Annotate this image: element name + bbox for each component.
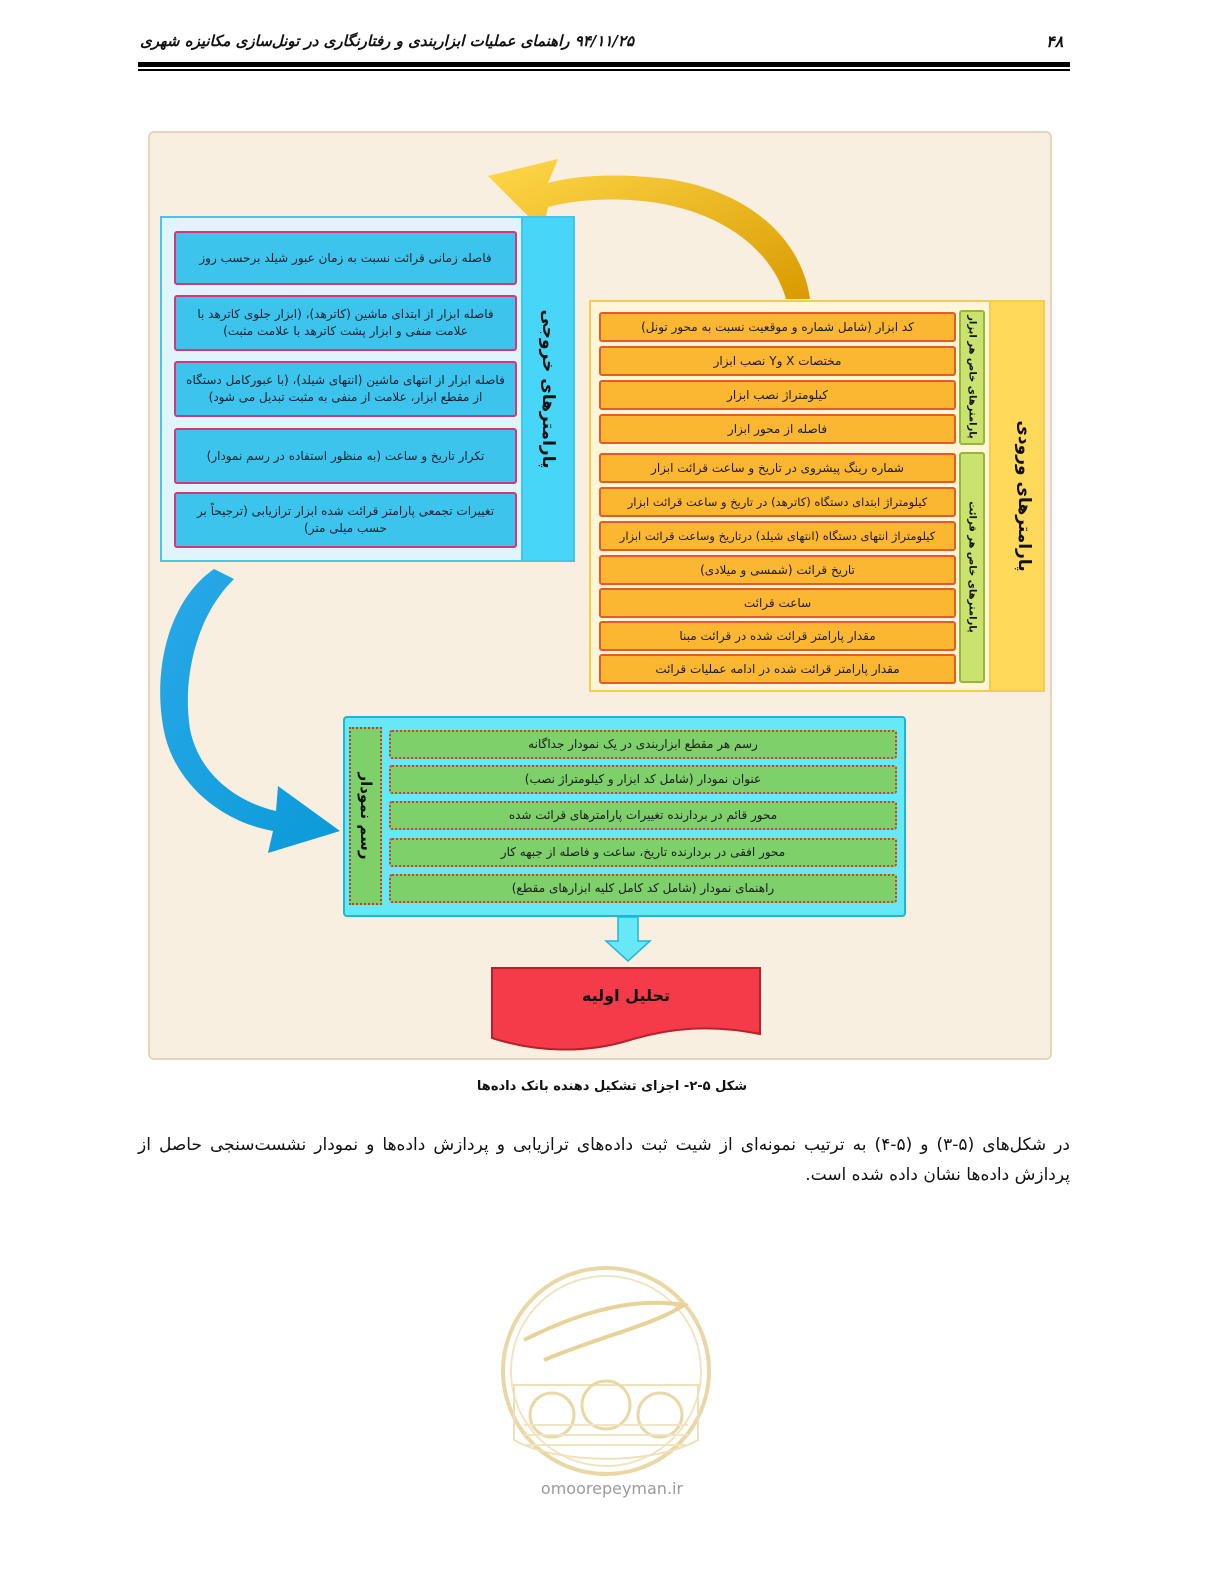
chart-group-title: رسم نمودار	[357, 772, 375, 860]
output-item: تغییرات تجمعی پارامتر قرائت شده ابزار ترازیابی (ترجیحاً بر حسب میلی متر)	[174, 492, 517, 548]
final-box	[490, 966, 762, 1056]
page-number: ۴۸	[1046, 32, 1064, 51]
input-item: فاصله از محور ابزار	[599, 414, 956, 444]
input-item: ساعت قرائت	[599, 588, 956, 618]
input-item: مقدار پارامتر قرائت شده در ادامه عملیات قرائت	[599, 654, 956, 684]
output-item: فاصله ابزار از ابتدای ماشین (کاترهد)، (ابزار جلوی کاترهد با علامت منفی و ابزار پشت کاترهد با علامت مثبت)	[174, 295, 517, 351]
figure-caption: شکل ۵-۲- اجزای تشکیل دهنده بانک داده‌ها	[476, 1079, 748, 1094]
output-item: فاصله ابزار از انتهای ماشین (انتهای شیلد)، (با عبورکامل دستگاه از مقطع ابزار، علامت از منفی به مثبت تبدیل می شود)	[174, 361, 517, 417]
chart-item: رسم هر مقطع ابزاربندی در یک نمودار جداگانه	[389, 730, 897, 759]
chart-item: محور قائم در بردارنده تغییرات پارامترهای قرائت شده	[389, 801, 897, 830]
input-item: شماره رینگ پیشروی در تاریخ و ساعت قرائت ابزار	[599, 453, 956, 483]
running-title: ۹۴/۱۱/۲۵ راهنمای عملیات ابزاربندی و رفتارنگاری در تونل‌سازی مکانیزه شهری	[140, 32, 635, 50]
input-item: کیلومتراژ ابتدای دستگاه (کاترهد) در تاریخ و ساعت قرائت ابزار	[599, 487, 956, 517]
instrument-params-title: پارامترهای خاص هر ابزار	[966, 315, 978, 439]
chart-item: عنوان نمودار (شامل کد ابزار و کیلومتراژ نصب)	[389, 765, 897, 794]
down-arrow	[606, 917, 650, 961]
input-item: کیلومتراژ انتهای دستگاه (انتهای شیلد) درتاریخ وساعت قرائت ابزار	[599, 521, 956, 551]
watermark-url: omoorepeyman.ir	[540, 1479, 684, 1498]
input-item: کیلومتراژ نصب ابزار	[599, 380, 956, 410]
final-box-label: تحلیل اولیه	[581, 986, 671, 1005]
reading-params-title: پارامترهای خاص هر قرائت	[966, 501, 978, 633]
input-item: کد ابزار (شامل شماره و موقعیت نسبت به محور تونل)	[599, 312, 956, 342]
output-group-title: پارامترهای خروجی	[538, 309, 558, 469]
input-item: مقدار پارامتر قرائت شده در قرائت مبنا	[599, 621, 956, 651]
blue-arrow	[160, 569, 340, 853]
output-item: تکرار تاریخ و ساعت (به منظور استفاده در رسم نمودار)	[174, 428, 517, 484]
input-item: مختصات X وY نصب ابزار	[599, 346, 956, 376]
publisher-seal	[484, 1265, 728, 1480]
output-item: فاصله زمانی قرائت نسبت به زمان عبور شیلد برحسب روز	[174, 231, 517, 285]
chart-item: راهنمای نمودار (شامل کد کامل کلیه ابزارهای مقطع)	[389, 874, 897, 903]
body-paragraph: در شکل‌های (۵-۳) و (۵-۴) به ترتیب نمونه‌ای از شیت ثبت داده‌های ترازیابی و پردازش داده‌ها و نمودار نشست‌سنجی حاصل از پردازش داده‌ها نشان داده شده است.	[138, 1135, 1070, 1185]
input-group-title: پارامترهای ورودی	[1014, 420, 1034, 572]
header-rule	[138, 62, 1070, 67]
header-rule-thin	[138, 69, 1070, 71]
input-item: تاریخ قرائت (شمسی و میلادی)	[599, 555, 956, 585]
chart-item: محور افقی در بردارنده تاریخ، ساعت و فاصله از جبهه کار	[389, 838, 897, 867]
